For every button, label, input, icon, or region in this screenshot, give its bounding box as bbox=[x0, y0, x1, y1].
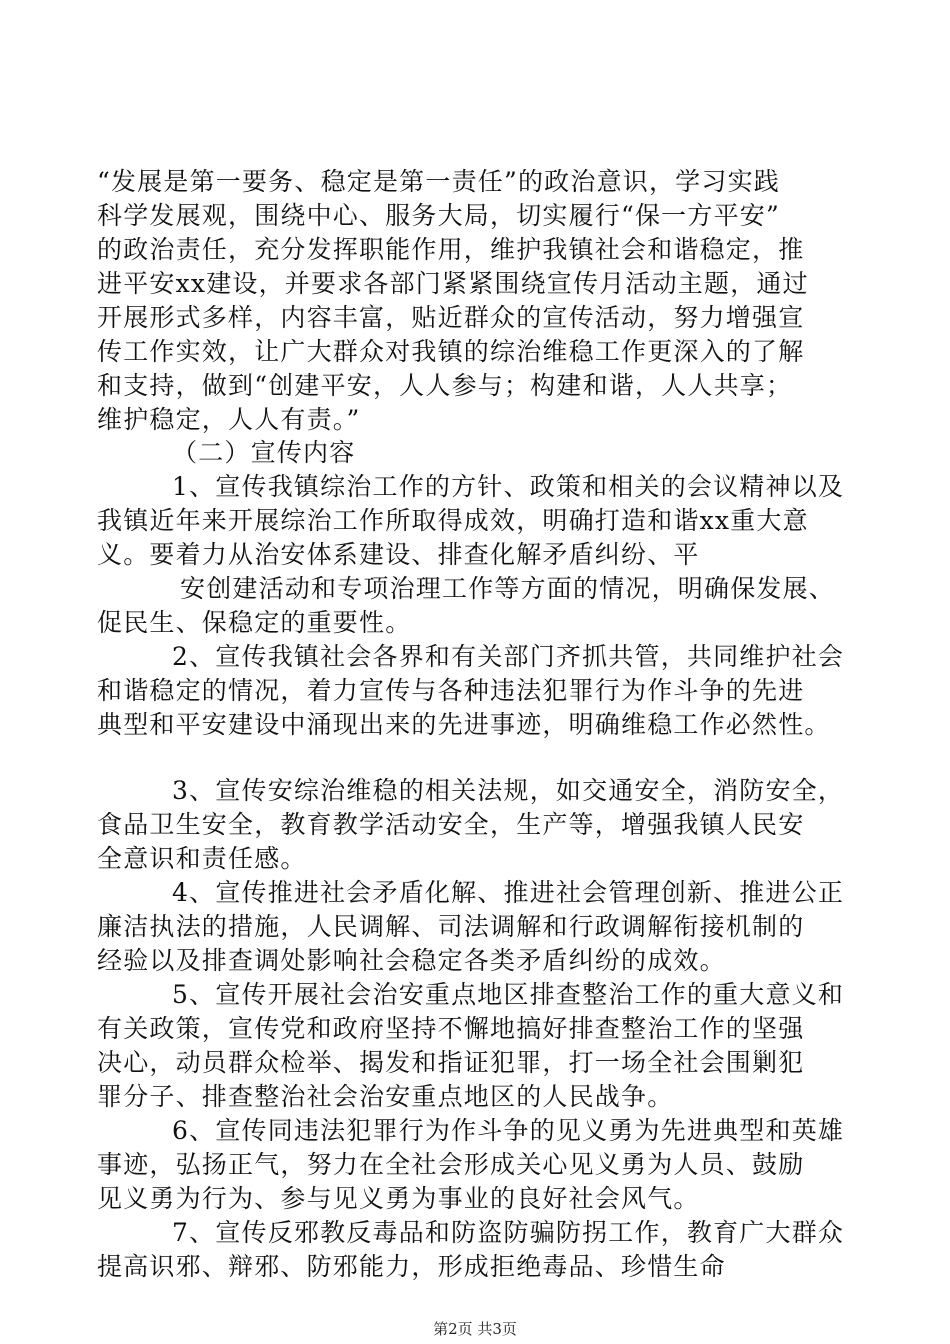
text-line: 传工作实效，让广大群众对我镇的综治维稳工作更深入的了解 bbox=[97, 337, 805, 366]
text-line: 见义勇为行为、参与见义勇为事业的良好社会风气。 bbox=[97, 1184, 700, 1213]
text-line: 的政治责任，充分发挥职能作用，维护我镇社会和谐稳定，推 bbox=[97, 235, 805, 264]
text-line: “发展是第一要务、稳定是第一责任”的政治意识，学习实践 bbox=[97, 167, 780, 196]
text-line: 事迹，弘扬正气，努力在全社会形成关心见义勇为人员、鼓励 bbox=[97, 1150, 805, 1179]
text-line: 食品卫生安全，教育教学活动安全，生产等，增强我镇人民安 bbox=[97, 810, 805, 839]
page-footer: 第2页 共3页 bbox=[433, 1320, 517, 1338]
text-line: 2、宣传我镇社会各界和有关部门齐抓共管，共同维护社会 bbox=[172, 642, 845, 671]
text-line: 7、宣传反邪教反毒品和防盗防骗防拐工作，教育广大群众 bbox=[172, 1218, 845, 1247]
text-line: 5、宣传开展社会治安重点地区排查整治工作的重大意义和 bbox=[172, 980, 845, 1009]
text-line: 维护稳定，人人有责。” bbox=[97, 405, 361, 434]
text-line: 4、宣传推进社会矛盾化解、推进社会管理创新、推进公正 bbox=[172, 878, 845, 907]
text-line: 全意识和责任感。 bbox=[97, 844, 307, 873]
text-line: 和支持，做到“创建平安，人人参与；构建和谐，人人共享； bbox=[97, 371, 793, 400]
text-line: 我镇近年来开展综治工作所取得成效，明确打造和谐xx重大意 bbox=[97, 506, 809, 535]
text-line: 1、宣传我镇综治工作的方针、政策和相关的会议精神以及 bbox=[172, 472, 845, 501]
text-line: （二）宣传内容 bbox=[172, 438, 356, 467]
text-line: 经验以及排查调处影响社会稳定各类矛盾纠纷的成效。 bbox=[97, 946, 726, 975]
text-line: 3、宣传安综治维稳的相关法规，如交通安全，消防安全， bbox=[172, 776, 845, 805]
text-line: 促民生、保稳定的重要性。 bbox=[97, 608, 412, 637]
text-line: 6、宣传同违法犯罪行为作斗争的见义勇为先进典型和英雄 bbox=[172, 1116, 845, 1145]
text-line: 进平安xx建设，并要求各部门紧紧围绕宣传月活动主题，通过 bbox=[97, 269, 809, 298]
text-line: 有关政策，宣传党和政府坚持不懈地搞好排查整治工作的坚强 bbox=[97, 1014, 805, 1043]
text-line: 科学发展观，围绕中心、服务大局，切实履行“保一方平安” bbox=[97, 201, 780, 230]
text-line: 典型和平安建设中涌现出来的先进事迹，明确维稳工作必然性。 bbox=[97, 710, 831, 739]
text-line: 开展形式多样，内容丰富，贴近群众的宣传活动，努力增强宣 bbox=[97, 303, 805, 332]
text-line: 决心，动员群众检举、揭发和指证犯罪，打一场全社会围剿犯 bbox=[97, 1048, 805, 1077]
text-line: 安创建活动和专项治理工作等方面的情况，明确保发展、 bbox=[180, 574, 836, 603]
text-line: 义。要着力从治安体系建设、排查化解矛盾纠纷、平 bbox=[97, 540, 700, 569]
text-line: 和谐稳定的情况，着力宣传与各种违法犯罪行为作斗争的先进 bbox=[97, 676, 805, 705]
text-line: 提高识邪、辩邪、防邪能力，形成拒绝毒品、珍惜生命 bbox=[97, 1252, 726, 1281]
text-line: 罪分子、排查整治社会治安重点地区的人民战争。 bbox=[97, 1082, 674, 1111]
text-line: 廉洁执法的措施，人民调解、司法调解和行政调解衔接机制的 bbox=[97, 912, 805, 941]
